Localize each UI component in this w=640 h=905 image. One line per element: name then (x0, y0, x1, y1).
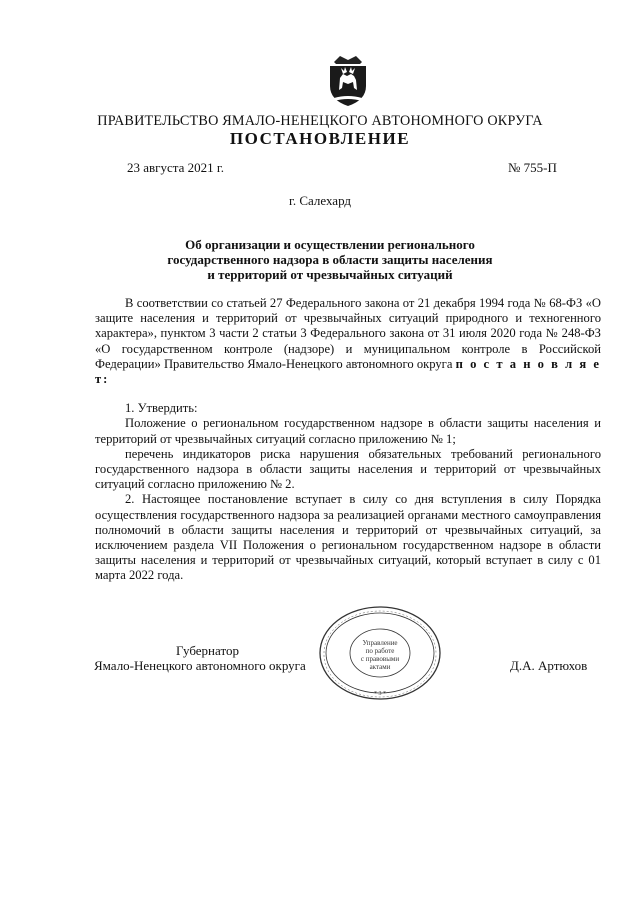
item-1b: перечень индикаторов риска нарушения обязательных требований регионального государственного надзора в области защиты населения и территорий от чрезвычайных ситуаций согласно приложению № 2. (95, 446, 601, 492)
document-body (95, 296, 601, 584)
title-line: Об организации и осуществлении регионального (185, 237, 475, 252)
official-seal-stamp (314, 603, 446, 703)
title-line: государственного надзора в области защиты населения (167, 252, 493, 267)
svg-text:Управление: Управление (362, 639, 398, 647)
document-city: г. Салехард (288, 193, 352, 208)
svg-text:с правовыми: с правовыми (360, 655, 400, 663)
government-name: ПРАВИТЕЛЬСТВО ЯМАЛО-НЕНЕЦКОГО АВТОНОМНОГО ОКРУГА (97, 113, 543, 129)
signer-title: Губернатор (176, 643, 239, 658)
item-1: 1. Утвердить: (125, 401, 198, 416)
preamble-text: В соответствии со статьей 27 Федерального закона от 21 декабря 1994 года № 68-ФЗ «О защите населения и территорий от чрезвычайных ситуаций природного и техногенного характера», пунктом 3 части 2 статьи 3 Федерального закона от 31 июля 2020 года № 248-ФЗ «О государственном контроле (надзоре) и муниципальном контроле в Российской Федерации» Правительство Ямало-Ненецкого автономного округа (95, 296, 601, 371)
document-date: 23 августа 2021 г. (127, 160, 224, 175)
signer-organization: Ямало-Ненецкого автономного округа (94, 658, 306, 673)
item-1a: Положение о региональном государственном надзоре в области защиты населения и территорий от чрезвычайных ситуаций согласно приложению № 1; (95, 416, 601, 446)
decree-word: п о с т а н о в л я е т: (95, 356, 601, 387)
document-title (120, 237, 540, 282)
svg-text:* 3 *: * 3 * (374, 691, 386, 697)
svg-text:по работе: по работе (365, 647, 395, 655)
preamble-paragraph (95, 296, 601, 387)
title-line: и территорий от чрезвычайных ситуаций (207, 267, 453, 282)
svg-text:актами: актами (369, 663, 391, 671)
document-number: № 755-П (508, 160, 557, 175)
document-type: ПОСТАНОВЛЕНИЕ (229, 129, 411, 148)
item-2: 2. Настоящее постановление вступает в силу со дня вступления в силу Порядка осуществления государственного надзора за реализацией органами местного самоуправления полномочий в области защиты населения и территорий от чрезвычайных ситуаций, за исключением раздела VII Положения о региональном государственном надзоре в области защиты населения и территорий от чрезвычайных ситуаций, который вступает в силу с 01 марта 2022 года. (95, 492, 601, 583)
coat-of-arms-icon (326, 54, 370, 108)
signer-name: Д.А. Артюхов (510, 658, 588, 673)
